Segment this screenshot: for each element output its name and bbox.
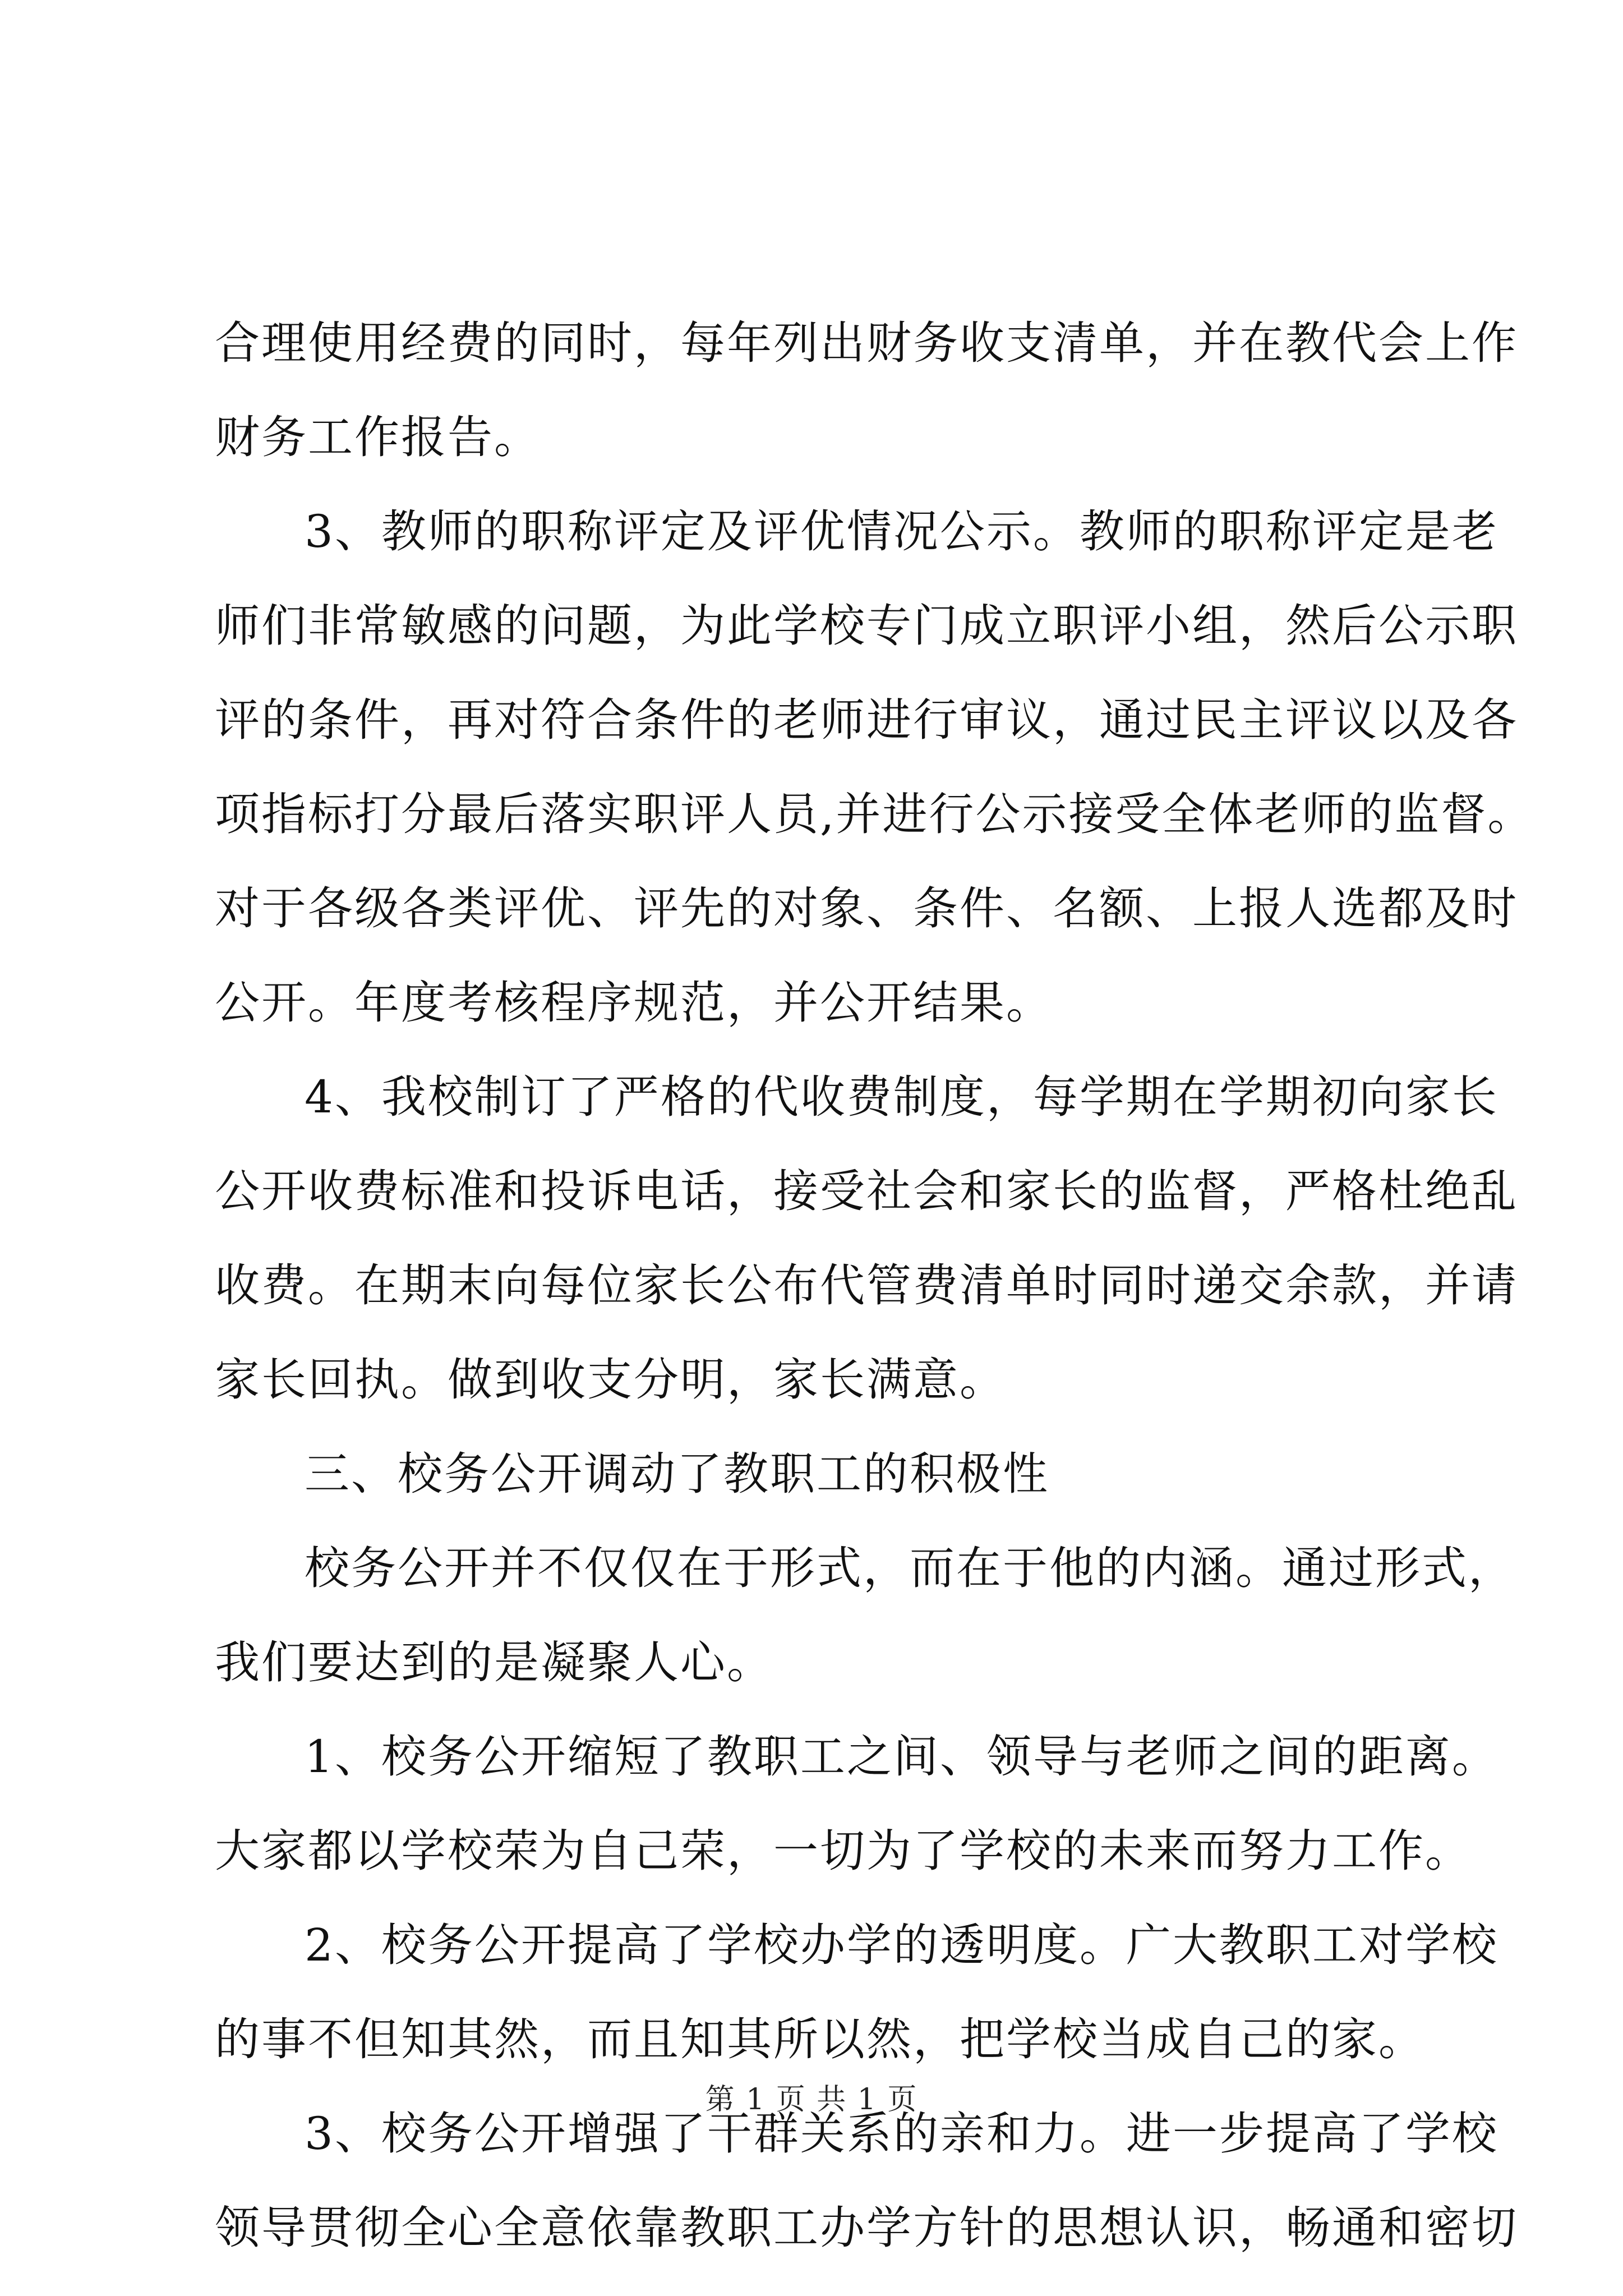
text-line: 评的条件，再对符合条件的老师进行审议，通过民主评议以及各 [215, 694, 1518, 746]
text-line: 我们要达到的是凝聚人心。 [215, 1636, 773, 1688]
text-line: 公开。年度考核程序规范，并公开结果。 [215, 977, 1053, 1029]
section-heading: 三、校务公开调动了教职工的积极性 [305, 1448, 1049, 1500]
text-line: 合理使用经费的同时，每年列出财务收支清单，并在教代会上作 [215, 317, 1518, 369]
text-line: 大家都以学校荣为自己荣，一切为了学校的未来而努力工作。 [215, 1825, 1472, 1877]
text-line: 的事不但知其然，而且知其所以然，把学校当成自己的家。 [215, 2013, 1425, 2065]
document-body [215, 296, 1534, 2275]
text-line: 对于各级各类评优、评先的对象、条件、名额、上报人选都及时 [215, 882, 1518, 935]
text-line: 财务工作报告。 [215, 411, 541, 463]
paragraph-start: 3、校务公开增强了干群关系的亲和力。进一步提高了学校 [305, 2108, 1498, 2160]
paragraph-start: 4、我校制订了严格的代收费制度，每学期在学期初向家长 [305, 1071, 1498, 1123]
text-line: 公开收费标准和投诉电话，接受社会和家长的监督，严格杜绝乱 [215, 1165, 1518, 1217]
text-line: 领导贯彻全心全意依靠教职工办学方针的思想认识，畅通和密切 [215, 2202, 1518, 2254]
text-line: 师们非常敏感的问题，为此学校专门成立职评小组，然后公示职 [215, 600, 1518, 652]
paragraph-start: 1、校务公开缩短了教职工之间、领导与老师之间的距离。 [305, 1731, 1498, 1783]
paragraph-start: 2、校务公开提高了学校办学的透明度。广大教职工对学校 [305, 1919, 1498, 1971]
paragraph-start: 校务公开并不仅仅在于形式，而在于他的内涵。通过形式， [305, 1542, 1515, 1594]
text-line: 家长回执。做到收支分明，家长满意。 [215, 1354, 1006, 1406]
paragraph-start: 3、教师的职称评定及评优情况公示。教师的职称评定是老 [305, 505, 1498, 558]
text-line: 项指标打分最后落实职评人员,并进行公示接受全体老师的监督。 [215, 788, 1534, 840]
page-footer: 第 1 页 共 1 页 [705, 2083, 918, 2116]
text-line: 收费。在期末向每位家长公布代管费清单时同时递交余款，并请 [215, 1259, 1518, 1312]
